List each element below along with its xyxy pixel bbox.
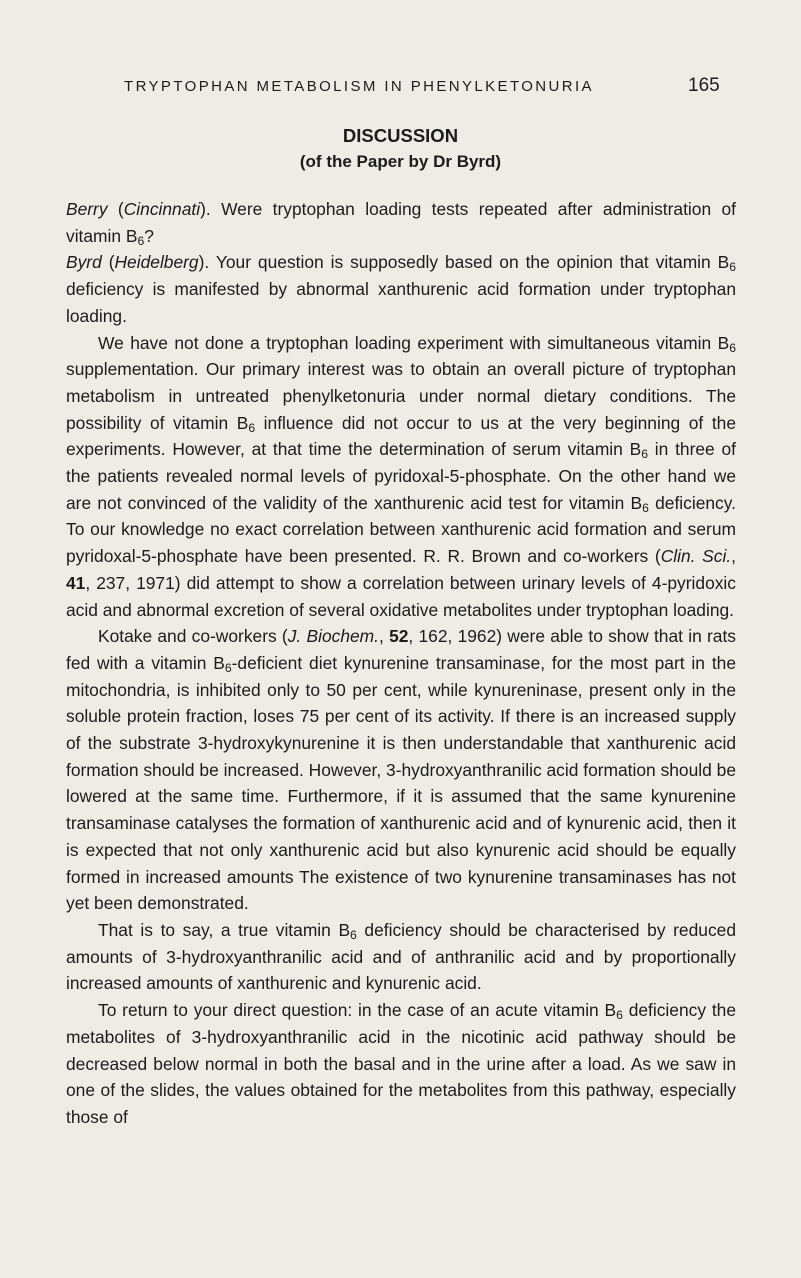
subscript-6: 6 bbox=[248, 420, 256, 435]
text-run: Your question is supposedly based on the opinion that vitamin B bbox=[215, 252, 730, 273]
text-run: supplementation. Our primary interest was to obtain an overall picture of tryptophan metabolism in untreated phenylketonuria under normal dietary conditions. The possibility of vitamin B bbox=[66, 359, 736, 433]
speaker-affiliation: Cincinnati bbox=[123, 199, 201, 219]
journal-volume: 52 bbox=[389, 626, 409, 647]
journal-volume: 41 bbox=[66, 572, 86, 593]
text-run: deficiency is manifested by abnormal xanthurenic acid formation under tryptophan loading. bbox=[66, 279, 736, 326]
paragraph bbox=[66, 997, 736, 1131]
paragraph: We have not done a tryptophan loading experiment with simultaneous vitamin $B_6$ supplementation. Our primary interest was to obtain an overall picture of tryptophan metabolism in untreated phenylketonuria under normal dietary conditions. The possibility of vitamin $B_6$ influence did not occur to us at the very beginning of the experiments. However, at that time the determination of serum vitamin $B_6$ in three of the patients revealed normal levels of pyridoxal-5-phosphate. On the other hand we are not convinced of the validity of the xanthurenic acid test for vitamin $B_6$ deficiency. To our knowledge no exact correlation between xanthurenic acid formation and serum pyridoxal-5-phosphate have been presented. R. R. Brown and co-workers (Clin. Sci., 41, 237, 1971) did attempt to show a correlation between urinary levels of 4-pyridoxic acid and abnormal excretion of several oxidative metabolites under tryptophan loading. bbox=[66, 332, 737, 620]
body-text bbox=[66, 196, 736, 1131]
text-run: , 162, 1962) were able to show that in rats fed with a vitamin B bbox=[66, 626, 736, 673]
text-run: To return to your direct question: in the case of an acute vitamin B bbox=[98, 1000, 617, 1021]
text-run: Were tryptophan loading tests repeated after administration of vitamin B bbox=[66, 199, 736, 246]
journal-citation: J. Biochem. bbox=[287, 626, 379, 647]
text-run: in three of the patients revealed normal levels of pyridoxal-5-phosphate. On the other hand we are not convinced of the validity of the xanthurenic acid test for vitamin B bbox=[66, 439, 736, 513]
subscript-6: 6 bbox=[642, 500, 649, 515]
paragraph bbox=[66, 917, 736, 997]
text-run: Kotake and co-workers ( bbox=[98, 626, 288, 647]
speaker-name: Byrd bbox=[66, 252, 102, 273]
paragraph-berry-question: Berry (Cincinnati). Were tryptophan loading tests repeated after administration of vitamin $B_6$? bbox=[66, 199, 736, 248]
subscript-6: 6 bbox=[616, 1008, 623, 1023]
paragraph: Kotake and co-workers (J. Biochem., 52, 162, 1962) were able to show that in rats fed with a vitamin $B_6$-deficient diet kynurenine transaminase, for the most part in the mitochondria, is inhibited only to 50 per cent, while kynureninase, present only in the soluble protein fraction, loses 75 per cent of its activity. If there is an increased supply of the substrate 3-hydroxykynurenine it is then understandable that xanthurenic acid formation should be increased. However, 3-hydroxyanthranilic acid formation should be lowered at the same time. Furthermore, if it is assumed that the same kynurenine transaminase catalyses the formation of xanthurenic acid and of kynurenic acid, then it is expected that not only xanthurenic acid but also kynurenic acid should be equally formed in increased amounts The existence of two kynurenine transaminases has not yet been demonstrated. bbox=[66, 626, 736, 914]
subscript-6: 6 bbox=[729, 260, 737, 275]
text-run: -deficient diet kynurenine transaminase, for the most part in the mitochondria, is inhibited only to 50 per cent, while kynureninase, present only in the soluble protein fraction, loses 75 per cent of its activity. If there is an increased supply of the substrate 3-hydroxykynurenine it is then understandable that xanthurenic acid formation should be increased. However, 3-hydroxyanthranilic acid formation should be lowered at the same time. Furthermore, if it is assumed that the same kynurenine transaminase catalyses the formation of xanthurenic acid and of kynurenic acid, then it is expected that not only xanthurenic acid but also kynurenic acid should be equally formed in increased amounts The existence of two kynurenine transaminases has not yet been demonstrated. bbox=[66, 652, 736, 914]
section-title: DISCUSSION bbox=[342, 125, 459, 146]
subscript-6: 6 bbox=[137, 233, 145, 248]
section-subtitle: (of the Paper by Dr Byrd) bbox=[299, 152, 502, 171]
speaker-affiliation: Heidelberg bbox=[114, 252, 199, 273]
paragraph-byrd-answer: Byrd (Heidelberg). Your question is supposedly based on the opinion that vitamin $B_6$ deficiency is manifested by abnormal xanthurenic acid formation under tryptophan loading. bbox=[66, 252, 737, 326]
section-heading bbox=[0, 123, 801, 175]
text-run: ? bbox=[144, 225, 154, 246]
journal-citation: Clin. Sci. bbox=[660, 546, 732, 567]
subscript-6: 6 bbox=[729, 340, 736, 355]
text-run: We have not done a tryptophan loading experiment with simultaneous vitamin B bbox=[98, 332, 730, 353]
text-run: , 237, 1971) did attempt to show a correlation between urinary levels of 4-pyridoxic acid and abnormal excretion of several oxidative metabolites under tryptophan loading. bbox=[66, 572, 736, 620]
subscript-6: 6 bbox=[350, 928, 357, 943]
text-run: deficiency should be characterised by reduced amounts of 3-hydroxyanthranilic acid and of anthranilic acid and by proportionally increased amounts of xanthurenic and kynurenic acid. bbox=[66, 919, 736, 994]
page-number: 165 bbox=[688, 75, 720, 96]
running-head: TRYPTOPHAN METABOLISM IN PHENYLKETONURIA bbox=[124, 78, 594, 95]
text-run: That is to say, a true vitamin B bbox=[98, 919, 351, 940]
subscript-6: 6 bbox=[641, 447, 648, 462]
text-run: influence did not occur to us at the very beginning of the experiments. However, at that time the determination of serum vitamin B bbox=[66, 412, 737, 460]
text-run: deficiency. To our knowledge no exact correlation between xanthurenic acid formation and serum pyridoxal-5-phosphate have been presented. R. R. Brown and co-workers ( bbox=[66, 492, 736, 567]
speaker-name: Berry bbox=[66, 199, 108, 219]
subscript-6: 6 bbox=[224, 660, 232, 675]
text-run: deficiency the metabolites of 3-hydroxyanthranilic acid in the nicotinic acid pathway should be decreased below normal in both the basal and in the urine after a load. As we saw in one of the slides, the values obtained for the metabolites from this pathway, especially those of bbox=[66, 1000, 736, 1127]
